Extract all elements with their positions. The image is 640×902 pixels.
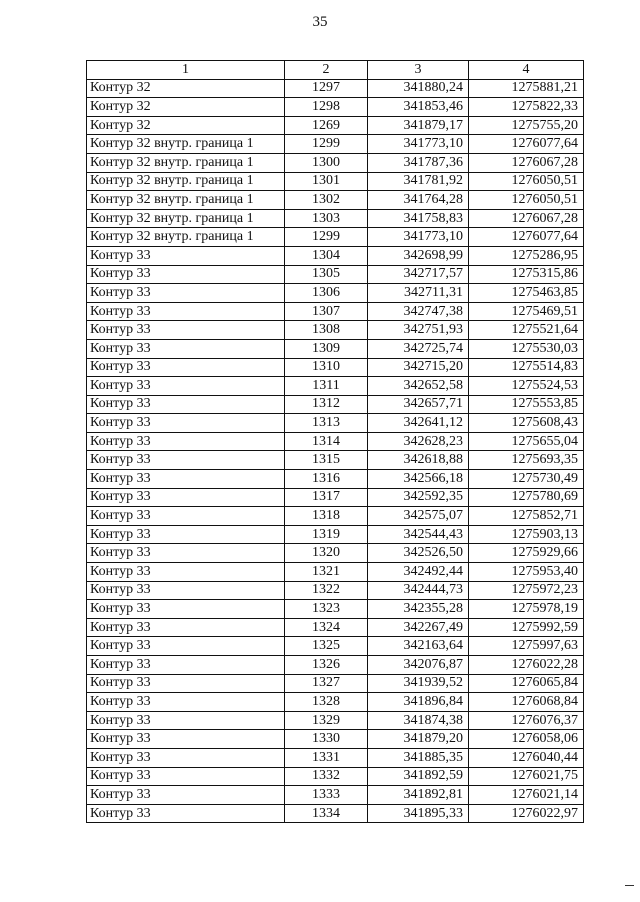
point-number-cell: 1334 [285,804,368,823]
x-coordinate-cell: 342592,35 [368,488,469,507]
point-number-cell: 1325 [285,637,368,656]
contour-name-cell: Контур 32 внутр. граница 1 [87,135,285,154]
y-coordinate-cell: 1275514,83 [469,358,584,377]
y-coordinate-cell: 1275755,20 [469,116,584,135]
table-row [87,581,584,600]
table-row [87,786,584,805]
y-coordinate-cell: 1275997,63 [469,637,584,656]
y-coordinate-cell: 1276065,84 [469,674,584,693]
table-row [87,377,584,396]
point-number-cell: 1331 [285,748,368,767]
point-number-cell: 1324 [285,618,368,637]
contour-name-cell: Контур 33 [87,618,285,637]
contour-name-cell: Контур 33 [87,377,285,396]
x-coordinate-cell: 341939,52 [368,674,469,693]
point-number-cell: 1318 [285,507,368,526]
point-number-cell: 1306 [285,284,368,303]
x-coordinate-cell: 341879,20 [368,730,469,749]
table-row [87,414,584,433]
point-number-cell: 1329 [285,711,368,730]
y-coordinate-cell: 1275286,95 [469,246,584,265]
x-coordinate-cell: 341773,10 [368,228,469,247]
point-number-cell: 1313 [285,414,368,433]
x-coordinate-cell: 342544,43 [368,525,469,544]
contour-name-cell: Контур 33 [87,321,285,340]
y-coordinate-cell: 1275553,85 [469,395,584,414]
point-number-cell: 1326 [285,656,368,675]
x-coordinate-cell: 342725,74 [368,339,469,358]
x-coordinate-cell: 341892,59 [368,767,469,786]
contour-name-cell: Контур 33 [87,358,285,377]
x-coordinate-cell: 342711,31 [368,284,469,303]
y-coordinate-cell: 1276021,14 [469,786,584,805]
x-coordinate-cell: 342698,99 [368,246,469,265]
table-row [87,525,584,544]
table-row [87,209,584,228]
table-row [87,507,584,526]
table-row [87,563,584,582]
point-number-cell: 1304 [285,246,368,265]
x-coordinate-cell: 341787,36 [368,153,469,172]
x-coordinate-cell: 341773,10 [368,135,469,154]
point-number-cell: 1320 [285,544,368,563]
contour-name-cell: Контур 32 [87,116,285,135]
y-coordinate-cell: 1276050,51 [469,172,584,191]
point-number-cell: 1311 [285,377,368,396]
table-row [87,730,584,749]
point-number-cell: 1323 [285,600,368,619]
y-coordinate-cell: 1275953,40 [469,563,584,582]
x-coordinate-cell: 341853,46 [368,98,469,117]
contour-name-cell: Контур 33 [87,395,285,414]
x-coordinate-cell: 342566,18 [368,470,469,489]
point-number-cell: 1310 [285,358,368,377]
x-coordinate-cell: 342751,93 [368,321,469,340]
contour-name-cell: Контур 33 [87,488,285,507]
table-row [87,116,584,135]
table-row [87,693,584,712]
contour-name-cell: Контур 33 [87,265,285,284]
table-row [87,265,584,284]
table-row [87,600,584,619]
y-coordinate-cell: 1275972,23 [469,581,584,600]
contour-name-cell: Контур 33 [87,581,285,600]
contour-name-cell: Контур 33 [87,339,285,358]
contour-name-cell: Контур 33 [87,507,285,526]
table-row [87,544,584,563]
x-coordinate-cell: 342641,12 [368,414,469,433]
contour-name-cell: Контур 32 внутр. граница 1 [87,172,285,191]
point-number-cell: 1317 [285,488,368,507]
y-coordinate-cell: 1276022,28 [469,656,584,675]
y-coordinate-cell: 1276050,51 [469,191,584,210]
y-coordinate-cell: 1275978,19 [469,600,584,619]
table-body [87,79,584,823]
y-coordinate-cell: 1275463,85 [469,284,584,303]
y-coordinate-cell: 1276040,44 [469,748,584,767]
point-number-cell: 1322 [285,581,368,600]
table-row [87,395,584,414]
y-coordinate-cell: 1276067,28 [469,209,584,228]
x-coordinate-cell: 341896,84 [368,693,469,712]
y-coordinate-cell: 1275929,66 [469,544,584,563]
y-coordinate-cell: 1275469,51 [469,302,584,321]
x-coordinate-cell: 341764,28 [368,191,469,210]
point-number-cell: 1327 [285,674,368,693]
contour-name-cell: Контур 33 [87,246,285,265]
y-coordinate-cell: 1276067,28 [469,153,584,172]
y-coordinate-cell: 1276021,75 [469,767,584,786]
point-number-cell: 1299 [285,228,368,247]
x-coordinate-cell: 342652,58 [368,377,469,396]
x-coordinate-cell: 341874,38 [368,711,469,730]
contour-name-cell: Контур 33 [87,656,285,675]
x-coordinate-cell: 342657,71 [368,395,469,414]
table-row [87,284,584,303]
y-coordinate-cell: 1275992,59 [469,618,584,637]
x-coordinate-cell: 342076,87 [368,656,469,675]
table-row [87,618,584,637]
y-coordinate-cell: 1275780,69 [469,488,584,507]
point-number-cell: 1315 [285,451,368,470]
contour-name-cell: Контур 33 [87,711,285,730]
contour-name-cell: Контур 33 [87,525,285,544]
x-coordinate-cell: 341885,35 [368,748,469,767]
table-row [87,804,584,823]
table-row [87,470,584,489]
point-number-cell: 1312 [285,395,368,414]
contour-name-cell: Контур 33 [87,451,285,470]
y-coordinate-cell: 1275315,86 [469,265,584,284]
x-coordinate-cell: 341892,81 [368,786,469,805]
header-col-4: 4 [469,61,584,80]
point-number-cell: 1308 [285,321,368,340]
table-row [87,246,584,265]
point-number-cell: 1301 [285,172,368,191]
contour-name-cell: Контур 32 внутр. граница 1 [87,191,285,210]
point-number-cell: 1309 [285,339,368,358]
y-coordinate-cell: 1275881,21 [469,79,584,98]
y-coordinate-cell: 1275524,53 [469,377,584,396]
table-row [87,339,584,358]
table-row [87,451,584,470]
contour-name-cell: Контур 32 [87,98,285,117]
y-coordinate-cell: 1275693,35 [469,451,584,470]
table-row [87,228,584,247]
point-number-cell: 1303 [285,209,368,228]
x-coordinate-cell: 342717,57 [368,265,469,284]
point-number-cell: 1333 [285,786,368,805]
table-row [87,637,584,656]
header-col-3: 3 [368,61,469,80]
point-number-cell: 1305 [285,265,368,284]
x-coordinate-cell: 342628,23 [368,432,469,451]
x-coordinate-cell: 342492,44 [368,563,469,582]
y-coordinate-cell: 1276076,37 [469,711,584,730]
y-coordinate-cell: 1275822,33 [469,98,584,117]
x-coordinate-cell: 342715,20 [368,358,469,377]
contour-name-cell: Контур 32 [87,79,285,98]
table-row [87,98,584,117]
contour-name-cell: Контур 33 [87,693,285,712]
point-number-cell: 1316 [285,470,368,489]
point-number-cell: 1314 [285,432,368,451]
table-row [87,767,584,786]
contour-name-cell: Контур 33 [87,563,285,582]
table-row [87,656,584,675]
page-edge-mark [625,885,634,886]
table-row [87,79,584,98]
x-coordinate-cell: 341758,83 [368,209,469,228]
x-coordinate-cell: 341781,92 [368,172,469,191]
x-coordinate-cell: 342267,49 [368,618,469,637]
contour-name-cell: Контур 33 [87,414,285,433]
x-coordinate-cell: 342355,28 [368,600,469,619]
y-coordinate-cell: 1276058,06 [469,730,584,749]
coordinates-table [86,60,584,823]
table-row [87,358,584,377]
table-row [87,674,584,693]
contour-name-cell: Контур 33 [87,767,285,786]
contour-name-cell: Контур 33 [87,804,285,823]
contour-name-cell: Контур 33 [87,786,285,805]
x-coordinate-cell: 342618,88 [368,451,469,470]
y-coordinate-cell: 1275530,03 [469,339,584,358]
contour-name-cell: Контур 33 [87,600,285,619]
table-row [87,135,584,154]
point-number-cell: 1302 [285,191,368,210]
contour-name-cell: Контур 33 [87,674,285,693]
point-number-cell: 1269 [285,116,368,135]
contour-name-cell: Контур 33 [87,432,285,451]
contour-name-cell: Контур 33 [87,302,285,321]
table-row [87,488,584,507]
y-coordinate-cell: 1275655,04 [469,432,584,451]
x-coordinate-cell: 341880,24 [368,79,469,98]
contour-name-cell: Контур 32 внутр. граница 1 [87,153,285,172]
contour-name-cell: Контур 33 [87,637,285,656]
table-row [87,432,584,451]
y-coordinate-cell: 1276068,84 [469,693,584,712]
point-number-cell: 1307 [285,302,368,321]
contour-name-cell: Контур 33 [87,748,285,767]
point-number-cell: 1330 [285,730,368,749]
point-number-cell: 1298 [285,98,368,117]
contour-name-cell: Контур 32 внутр. граница 1 [87,228,285,247]
point-number-cell: 1299 [285,135,368,154]
y-coordinate-cell: 1276077,64 [469,135,584,154]
contour-name-cell: Контур 33 [87,544,285,563]
x-coordinate-cell: 342747,38 [368,302,469,321]
table-row [87,172,584,191]
point-number-cell: 1332 [285,767,368,786]
table-row [87,711,584,730]
point-number-cell: 1321 [285,563,368,582]
y-coordinate-cell: 1275608,43 [469,414,584,433]
point-number-cell: 1328 [285,693,368,712]
y-coordinate-cell: 1275730,49 [469,470,584,489]
y-coordinate-cell: 1275521,64 [469,321,584,340]
x-coordinate-cell: 342526,50 [368,544,469,563]
table-row [87,153,584,172]
page-number: 35 [312,14,328,30]
table-row [87,302,584,321]
x-coordinate-cell: 342575,07 [368,507,469,526]
header-col-1: 1 [87,61,285,80]
table-row [87,191,584,210]
contour-name-cell: Контур 33 [87,730,285,749]
y-coordinate-cell: 1275852,71 [469,507,584,526]
point-number-cell: 1297 [285,79,368,98]
x-coordinate-cell: 342444,73 [368,581,469,600]
contour-name-cell: Контур 33 [87,470,285,489]
table-row [87,321,584,340]
point-number-cell: 1319 [285,525,368,544]
y-coordinate-cell: 1276022,97 [469,804,584,823]
x-coordinate-cell: 341879,17 [368,116,469,135]
table-header-row [87,61,584,80]
table-row [87,748,584,767]
y-coordinate-cell: 1275903,13 [469,525,584,544]
contour-name-cell: Контур 33 [87,284,285,303]
x-coordinate-cell: 341895,33 [368,804,469,823]
x-coordinate-cell: 342163,64 [368,637,469,656]
header-col-2: 2 [285,61,368,80]
contour-name-cell: Контур 32 внутр. граница 1 [87,209,285,228]
point-number-cell: 1300 [285,153,368,172]
y-coordinate-cell: 1276077,64 [469,228,584,247]
